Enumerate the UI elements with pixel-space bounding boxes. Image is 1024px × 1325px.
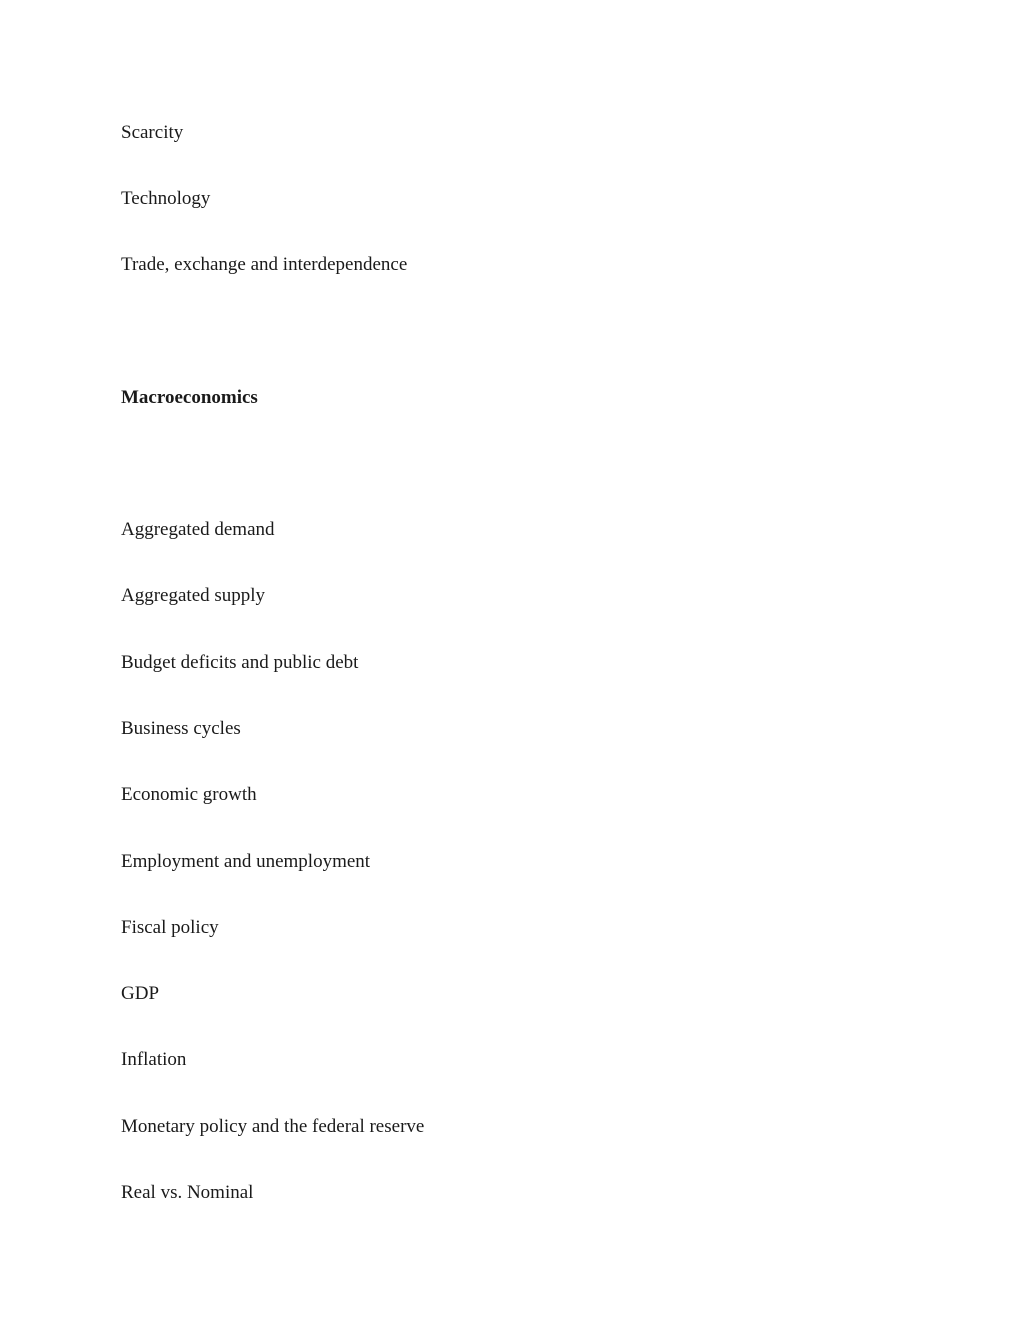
list-item: Budget deficits and public debt [121, 652, 359, 673]
list-item: Scarcity [121, 122, 184, 143]
list-item: Business cycles [121, 718, 241, 739]
list-item: Aggregated demand [121, 519, 275, 540]
section-heading: Macroeconomics [121, 387, 258, 408]
list-item: Inflation [121, 1049, 187, 1070]
list-item: Real vs. Nominal [121, 1182, 254, 1203]
list-item: Aggregated supply [121, 585, 266, 606]
list-item: GDP [121, 983, 160, 1004]
list-item: Economic growth [121, 784, 257, 805]
list-item: Trade, exchange and interdependence [121, 254, 408, 275]
list-item: Monetary policy and the federal reserve [121, 1116, 425, 1137]
list-item: Fiscal policy [121, 917, 219, 938]
list-item: Technology [121, 188, 211, 209]
list-item: Employment and unemployment [121, 851, 371, 872]
